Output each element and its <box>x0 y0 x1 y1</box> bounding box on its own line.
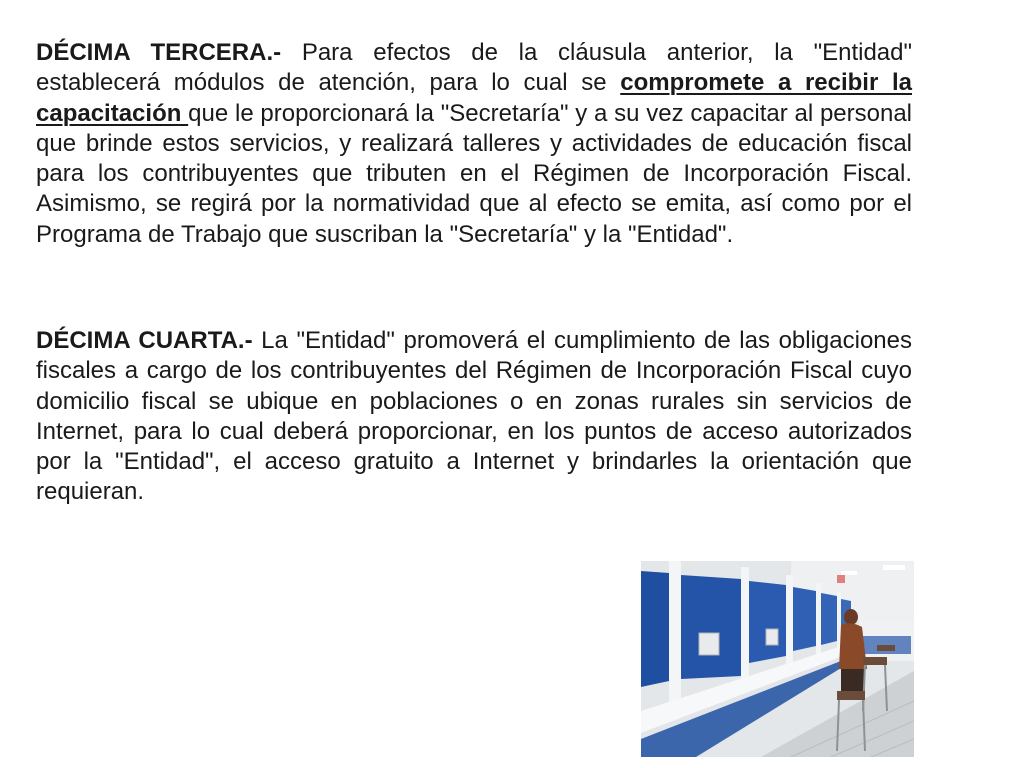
clause-text: Para efectos de la cláusula anterior, la "Entidad" establecerá módulos de atención, para lo cual se <box>36 39 913 97</box>
clause-emphasis: compromete a recibir la capacitación <box>36 69 912 127</box>
clause-title: DÉCIMA CUARTA.- <box>36 327 253 354</box>
clause-title: DÉCIMA TERCERA.- <box>36 39 282 66</box>
clause-text: que le proporcionará la "Secretaría" y a su vez capacitar al personal que brinde estos servicios, y realizará talleres y actividades de educación fiscal para los contribuyentes que tributen en el Régimen de Incorporación Fiscal. Asimismo, se regirá por la normatividad que al efecto se emita, así como por el Programa de Trabajo que suscriban la "Secretaría" y la "Entidad". <box>36 99 913 248</box>
clause-decima-tercera <box>36 38 912 250</box>
service-counter-illustration <box>641 561 914 757</box>
service-counter-photo <box>641 561 914 757</box>
clause-decima-cuarta <box>36 326 912 508</box>
clause-text: La "Entidad" promoverá el cumplimiento de las obligaciones fiscales a cargo de los contribuyentes del Régimen de Incorporación Fiscal cuyo domicilio fiscal se ubique en poblaciones o en zonas rurales sin servicios de Internet, para lo cual deberá proporcionar, en los puntos de acceso autorizados por la "Entidad", el acceso gratuito a Internet y brindarles la orientación que requieran. <box>36 327 912 506</box>
